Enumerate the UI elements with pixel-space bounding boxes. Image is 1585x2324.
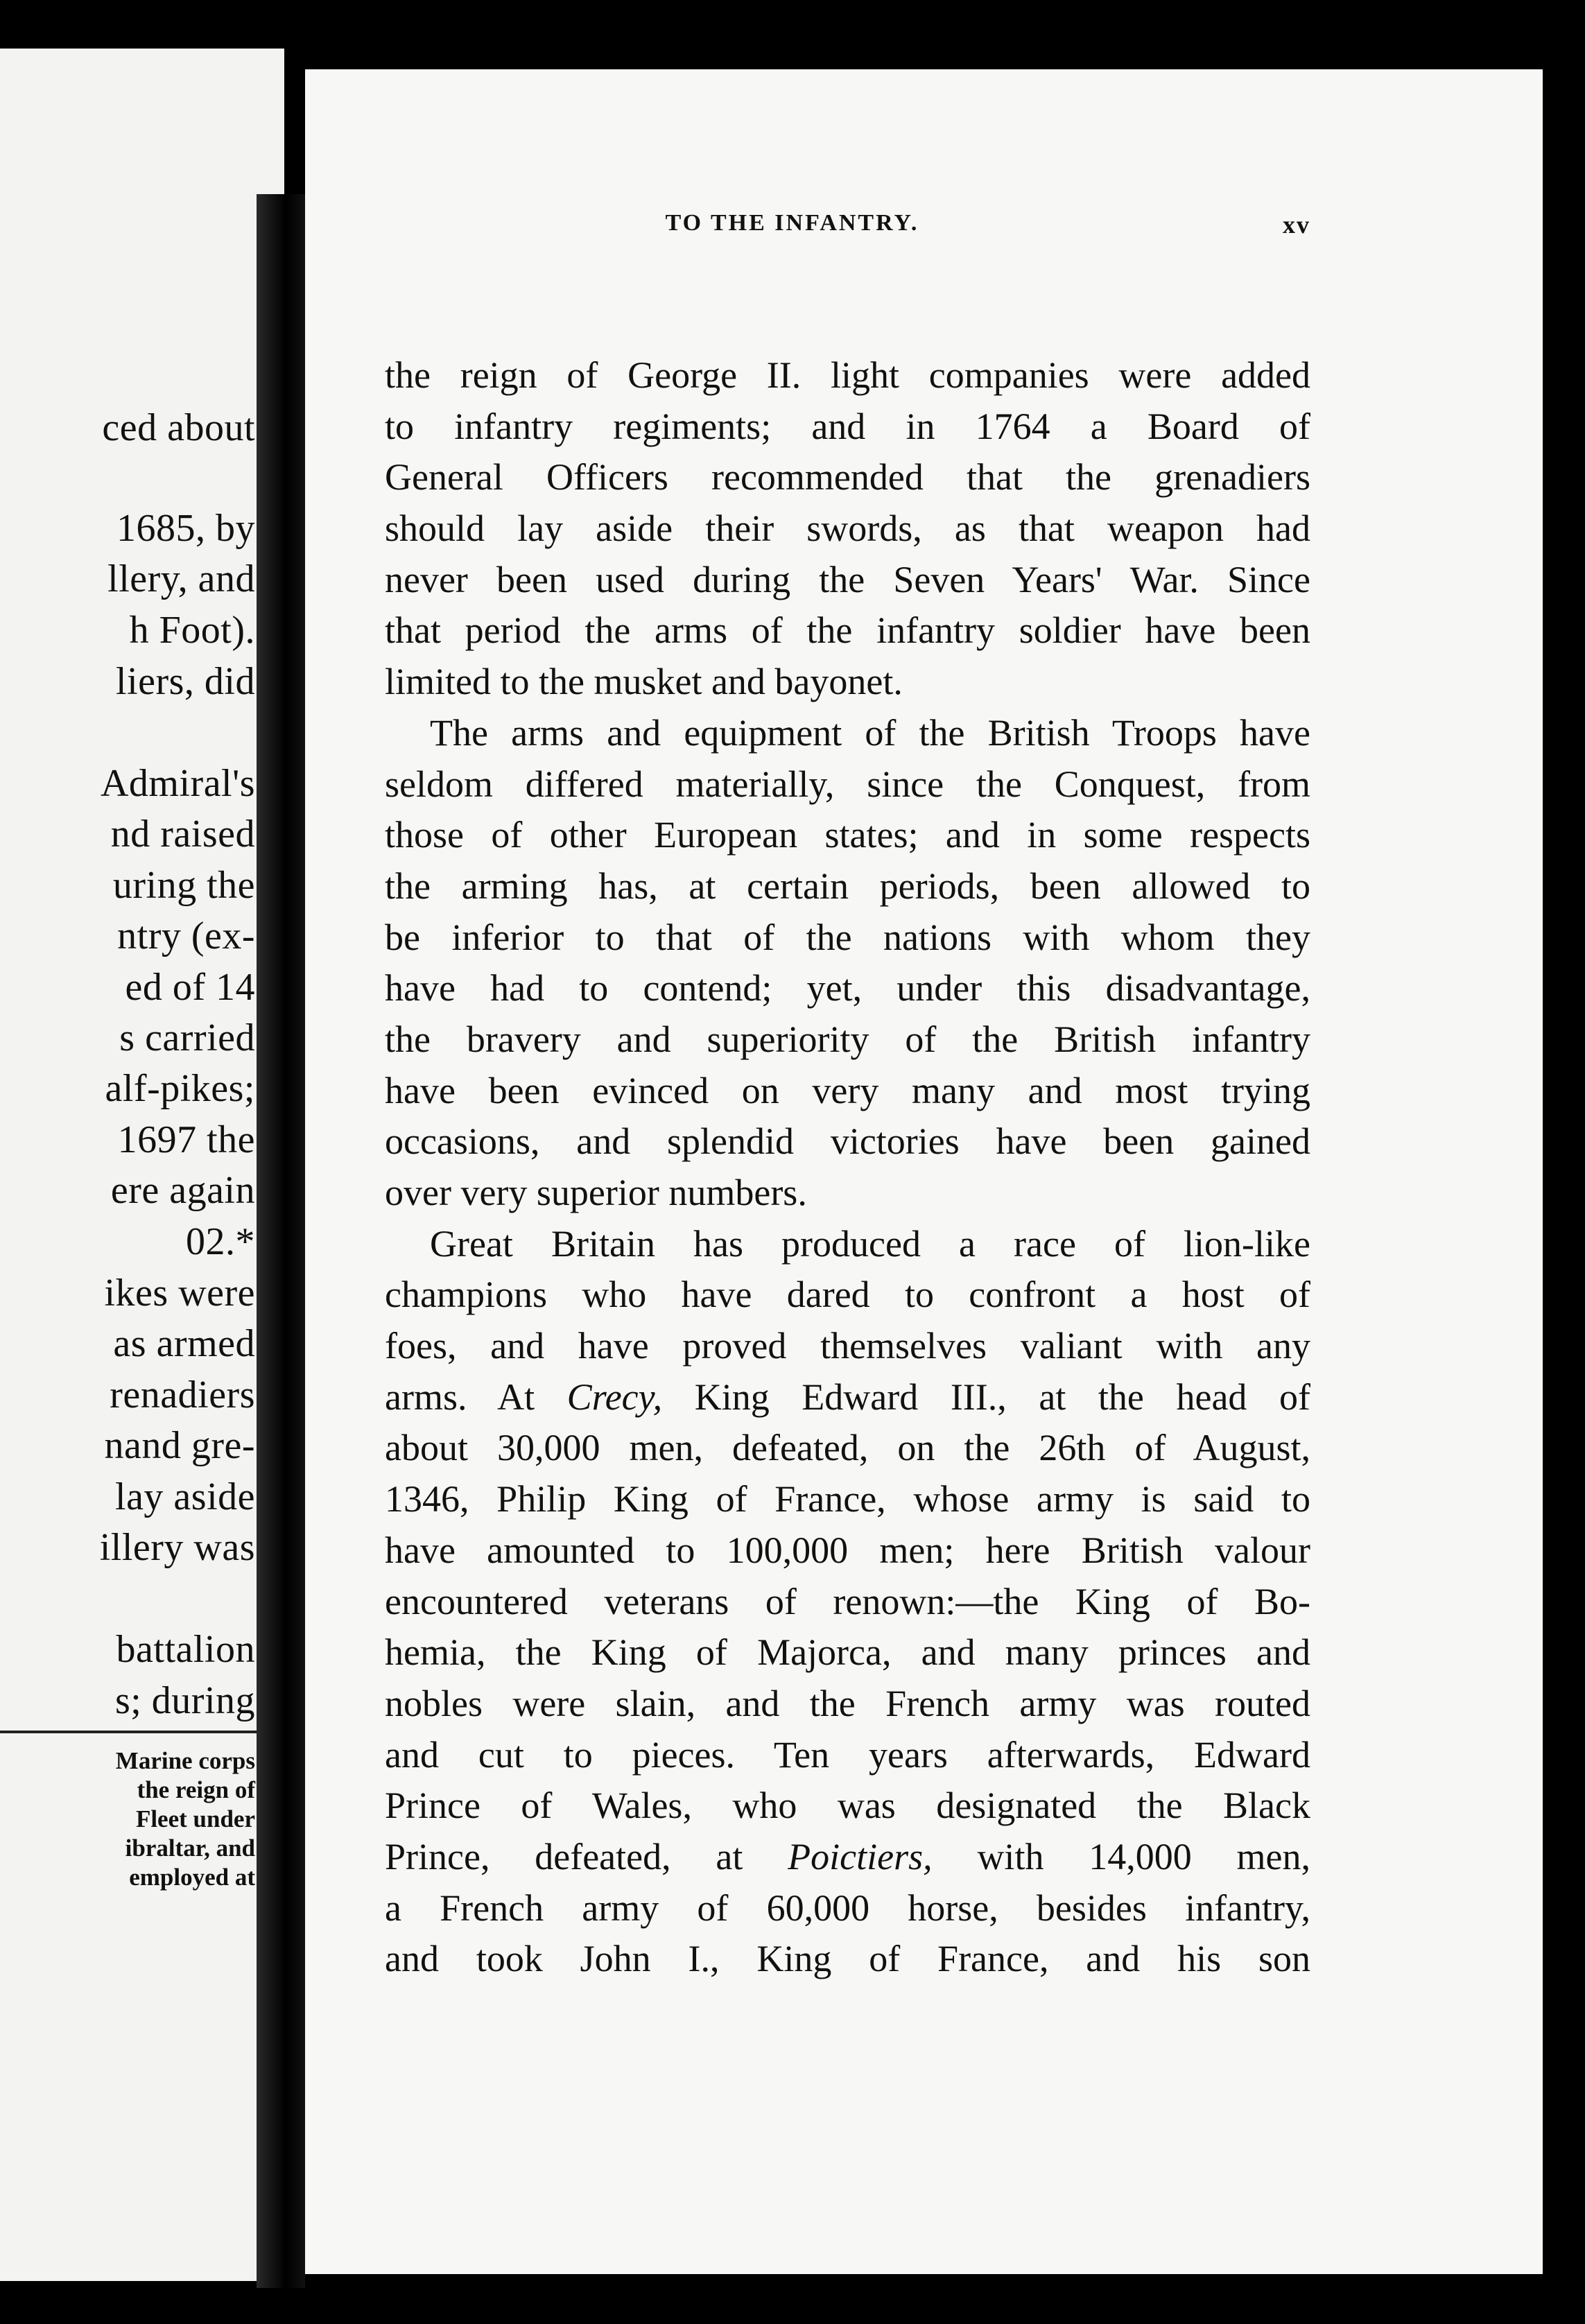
facing-line: ed of 14 xyxy=(125,966,255,1009)
facing-line: Admiral's xyxy=(100,762,255,805)
text-line: limited to the musket and bayonet. xyxy=(385,661,903,703)
facing-line: 1685, by xyxy=(116,507,255,550)
text-line: the arming has, at certain periods, been allowed to xyxy=(385,865,1310,907)
text-line: have been evinced on very many and most trying xyxy=(385,1069,1310,1111)
facing-line: battalion xyxy=(116,1628,255,1671)
facing-line: h Foot). xyxy=(129,609,255,652)
footnote-line: Marine corps xyxy=(115,1747,255,1774)
facing-line: ere again xyxy=(110,1169,255,1212)
text-line: the reign of George II. light companies were added xyxy=(385,354,1310,396)
text-line: a French army of 60,000 horse, besides infantry, xyxy=(385,1887,1310,1929)
facing-line: 02.* xyxy=(186,1220,255,1263)
text-line: nobles were slain, and the French army was routed xyxy=(385,1682,1310,1724)
text-line: Prince of Wales, who was designated the Black xyxy=(385,1785,1310,1827)
text-line: The arms and equipment of the British Troops have xyxy=(430,711,1310,754)
text-line: encountered veterans of renown:—the King of Bo- xyxy=(385,1580,1310,1622)
text-line: have had to contend; yet, under this disadvantage, xyxy=(385,967,1310,1009)
text-line: General Officers recommended that the grenadiers xyxy=(385,456,1310,498)
text-line: 1346, Philip King of France, whose army is said to xyxy=(385,1478,1310,1520)
text-line: the bravery and superiority of the British infantry xyxy=(385,1018,1310,1060)
facing-line: nd raised xyxy=(110,813,255,856)
text-line: seldom differed materially, since the Conquest, from xyxy=(385,763,1310,805)
text-segment: Prince, defeated, at xyxy=(385,1835,743,1878)
facing-line: ikes were xyxy=(104,1272,255,1315)
body-text xyxy=(385,350,1310,1985)
text-line-crecy xyxy=(385,1372,1310,1423)
text-segment: with 14,000 men, xyxy=(977,1835,1310,1878)
text-segment: King Edward III., at the head of xyxy=(694,1376,1310,1418)
text-line: to infantry regiments; and in 1764 a Board of xyxy=(385,405,1310,447)
footnote-line: ibraltar, and xyxy=(125,1835,255,1862)
text-line: be inferior to that of the nations with whom they xyxy=(385,916,1310,958)
running-head xyxy=(385,210,1310,245)
text-line: Great Britain has produced a race of lion-like xyxy=(430,1222,1310,1265)
facing-line: ntry (ex- xyxy=(117,914,255,957)
facing-line: nand gre- xyxy=(104,1424,255,1467)
place-name-crecy: Crecy, xyxy=(566,1376,663,1418)
facing-line: as armed xyxy=(113,1322,255,1365)
text-segment: arms. xyxy=(385,1376,467,1418)
text-line: never been used during the Seven Years' War. Since xyxy=(385,558,1310,600)
facing-page xyxy=(0,49,284,2281)
facing-line: ced about xyxy=(102,406,255,449)
facing-line: uring the xyxy=(112,864,255,907)
text-line: over very superior numbers. xyxy=(385,1172,807,1213)
text-line: and cut to pieces. Ten years afterwards, Edward xyxy=(385,1733,1310,1776)
facing-line: renadiers xyxy=(110,1373,255,1416)
page-number: xv xyxy=(1283,211,1310,239)
facing-line: s carried xyxy=(119,1016,255,1059)
text-line: those of other European states; and in some respects xyxy=(385,814,1310,856)
text-line: occasions, and splendid victories have been gained xyxy=(385,1120,1310,1163)
facing-line: liers, did xyxy=(116,660,255,703)
text-line: foes, and have proved themselves valiant with any xyxy=(385,1325,1310,1367)
text-line: hemia, the King of Majorca, and many princes and xyxy=(385,1631,1310,1674)
facing-line: 1697 the xyxy=(117,1118,255,1161)
text-line: that period the arms of the infantry soldier have been xyxy=(385,609,1310,652)
footnote-line: Fleet under xyxy=(135,1805,255,1832)
running-head-title: TO THE INFANTRY. xyxy=(665,210,919,236)
facing-line: s; during xyxy=(114,1679,255,1722)
footnote-line: employed at xyxy=(129,1864,255,1891)
text-line-poictiers xyxy=(385,1832,1310,1883)
place-name-poictiers: Poictiers, xyxy=(788,1835,933,1878)
text-line: should lay aside their swords, as that weapon had xyxy=(385,508,1310,550)
text-line: champions who have dared to confront a host of xyxy=(385,1274,1310,1316)
text-line: about 30,000 men, defeated, on the 26th of August, xyxy=(385,1427,1310,1469)
footnote-rule xyxy=(0,1731,267,1733)
text-line: and took John I., King of France, and his son xyxy=(385,1938,1310,1980)
text-segment: At xyxy=(497,1376,535,1418)
book-gutter xyxy=(257,194,305,2288)
facing-line: alf-pikes; xyxy=(105,1067,255,1110)
footnote-line: the reign of xyxy=(137,1776,255,1803)
text-line: have amounted to 100,000 men; here British valour xyxy=(385,1529,1310,1571)
facing-line: lay aside xyxy=(115,1475,255,1518)
facing-line: llery, and xyxy=(107,557,255,600)
facing-line: illery was xyxy=(99,1526,255,1569)
